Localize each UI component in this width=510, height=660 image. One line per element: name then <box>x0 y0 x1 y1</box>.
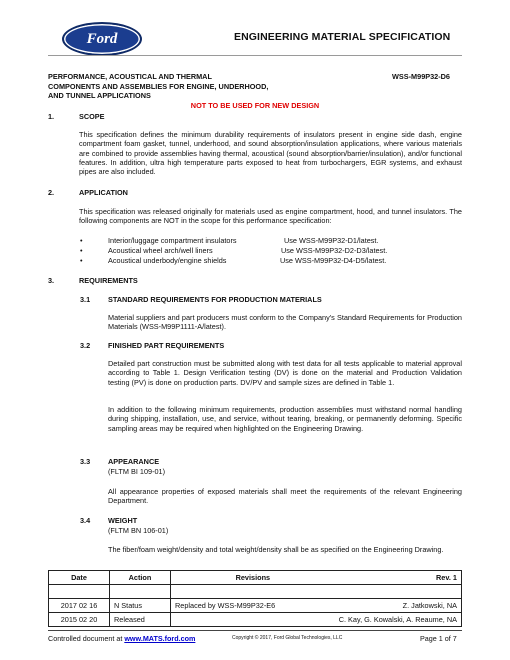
section-title-application: APPLICATION <box>79 188 128 197</box>
section-title-requirements: REQUIREMENTS <box>79 276 138 285</box>
bullet-item: Acoustical underbody/engine shields <box>108 256 227 265</box>
subsection-number: 3.4 <box>80 516 91 525</box>
bullet-reference: Use WSS-M99P32-D2-D3/latest. <box>281 246 388 255</box>
controlled-text: Controlled document at <box>48 634 125 643</box>
table-spacer-row <box>49 585 462 599</box>
ford-logo <box>62 22 142 56</box>
finished-part-paragraph-2: In addition to the following minimum requirements, production assemblies must withstand normal handling during shipping, installation, use, and service, without tearing, breaking, or permanently deforming. Specific sampling areas may be required when highlighted on the Engineering Drawing. <box>108 405 462 433</box>
revision-date: 2015 02 20 <box>49 613 110 627</box>
copyright-notice: Copyright © 2017, Ford Global Technologies, LLC <box>232 635 343 641</box>
weight-paragraph: The fiber/foam weight/density and total weight/density shall be as specified on the Engineering Drawing. <box>108 545 444 554</box>
subsection-title: STANDARD REQUIREMENTS FOR PRODUCTION MATERIALS <box>108 295 322 304</box>
logo-text: Ford <box>86 31 118 47</box>
page-number: Page 1 of 7 <box>420 634 457 643</box>
revision-action: N Status <box>110 599 171 613</box>
bullet-reference: Use WSS-M99P32-D1/latest. <box>284 236 379 245</box>
scope-paragraph: This specification defines the minimum durability requirements of insulators present in engine side dash, engine compartment foam gasket, tunnel, underhood, and sound absorption/insulation applications, where various materials are combined to provide assemblies having thermal, acoustical (sound absorption/barrier/insulation), and/or functional features. In addition, ultra high temperature parts exposed to heat from turbochargers, EGR systems, and exhaust pipes are also included. <box>79 130 462 177</box>
section-title-scope: SCOPE <box>79 112 105 121</box>
column-header-action: Action <box>110 571 171 585</box>
appearance-paragraph: All appearance properties of exposed materials shall meet the requirements of the relevant Engineering Department. <box>108 487 462 506</box>
bullet-item: Interior/luggage compartment insulators <box>108 236 237 245</box>
bullet-marker: • <box>80 246 83 255</box>
subsection-number: 3.3 <box>80 457 91 466</box>
revision-date: 2017 02 16 <box>49 599 110 613</box>
footer-divider <box>48 630 462 631</box>
table-header-row <box>49 571 462 585</box>
application-paragraph: This specification was released originally for materials used as engine compartment, hood, and tunnel insulators. The following components are NOT in the scope for this performance specification: <box>79 207 462 226</box>
section-number: 1. <box>48 112 55 121</box>
section-number: 2. <box>48 188 55 197</box>
test-method: (FLTM BN 106-01) <box>108 526 169 535</box>
revision-description: Replaced by WSS-M99P32-E6 <box>171 599 335 613</box>
controlled-document-note <box>48 634 195 643</box>
bullet-item: Acoustical wheel arch/well liners <box>108 246 213 255</box>
subsection-number: 3.1 <box>80 295 91 304</box>
test-method: (FLTM BI 109-01) <box>108 467 166 476</box>
table-row <box>49 599 462 613</box>
header-divider <box>48 55 462 56</box>
document-title: ENGINEERING MATERIAL SPECIFICATION <box>234 31 451 43</box>
subsection-title: FINISHED PART REQUIREMENTS <box>108 341 225 350</box>
bullet-marker: • <box>80 256 83 265</box>
spec-title <box>48 72 268 101</box>
revision-author: Z. Jatkowski, NA <box>335 599 462 613</box>
revision-description <box>171 613 335 627</box>
column-header-rev: Rev. 1 <box>335 571 462 585</box>
column-header-date: Date <box>49 571 110 585</box>
subsection-title: APPEARANCE <box>108 457 160 466</box>
subsection-title: WEIGHT <box>108 516 138 525</box>
spec-title-line: COMPONENTS AND ASSEMBLIES FOR ENGINE, UNDERHOOD, <box>48 81 269 91</box>
table-row <box>49 613 462 627</box>
section-number: 3. <box>48 276 55 285</box>
revision-author: C. Kay, G. Kowalski, A. Reaume, NA <box>335 613 462 627</box>
spec-title-line: AND TUNNEL APPLICATIONS <box>48 91 151 100</box>
bullet-reference: Use WSS-M99P32-D4-D5/latest. <box>280 256 387 265</box>
not-for-new-design-warning: NOT TO BE USED FOR NEW DESIGN <box>190 101 320 110</box>
column-header-revisions: Revisions <box>171 571 335 585</box>
revision-table <box>48 570 462 627</box>
spec-number: WSS-M99P32-D6 <box>392 72 450 81</box>
revision-action: Released <box>110 613 171 627</box>
bullet-marker: • <box>80 236 83 245</box>
standard-requirements-paragraph: Material suppliers and part producers must conform to the Company's Standard Requirements for Production Materials (WSS-M99P1111-A/latest). <box>108 313 462 332</box>
spec-title-line: PERFORMANCE, ACOUSTICAL AND THERMAL <box>48 72 212 81</box>
mats-link[interactable]: www.MATS.ford.com <box>124 634 196 643</box>
subsection-number: 3.2 <box>80 341 91 350</box>
finished-part-paragraph-1: Detailed part construction must be submitted along with test data for all tests applicable to material approval according to Table 1. Design Verification testing (DV) is done on the material and Production Validation testing (PV) is done on production parts. DV/PV and sample sizes are defined in Table 1. <box>108 359 462 387</box>
